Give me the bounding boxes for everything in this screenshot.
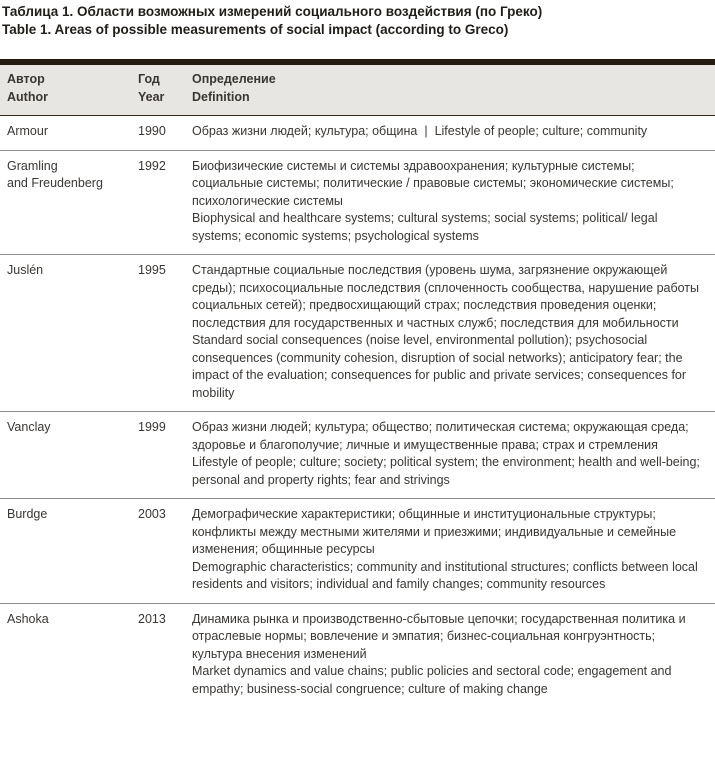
definition-ru: Образ жизни людей; культура; община: [192, 124, 418, 138]
author-cell: Juslén: [7, 263, 44, 277]
definition-en: Standard social consequences (noise level, environmental pollution); psychosocial consequences (community cohesion, disruption of social networks); anticipatory fear; the impact of the evaluation; consequences for public and private services; consequences for mobility: [192, 333, 687, 400]
table-row-gramling: [0, 150, 715, 255]
year-cell: 2003: [138, 507, 166, 521]
table-row-ashoka: [0, 603, 715, 708]
column-header-author-en: Author: [7, 89, 48, 104]
author-cell: Armour: [7, 124, 48, 138]
column-header-definition-ru: Определение: [192, 72, 276, 86]
definition-cell: [192, 123, 707, 141]
author-cell: Burdge: [7, 507, 48, 521]
author-cell: Ashoka: [7, 611, 49, 626]
table: [0, 65, 715, 707]
author-cell: [7, 158, 138, 246]
definition-ru: Динамика рынка и производственно-сбытовые цепочки; государственная политика и отраслевые нормы; вовлечение и эмпатия; бизнес-социальная конгруэнтность; культура внесения изменений: [192, 611, 686, 661]
column-header-year-en: Year: [138, 89, 165, 104]
definition-ru: Образ жизни людей; культура; общество; политическая система; окружающая среда; здоровье и благополучие; личные и имущественные права; страх и стремления: [192, 420, 689, 452]
year-cell: 1990: [138, 124, 166, 138]
column-header-definition-en: Definition: [192, 89, 250, 104]
table-body: [0, 116, 715, 707]
column-header-author-ru: Автор: [7, 72, 45, 86]
definition-cell: [192, 158, 707, 246]
definition-ru: Биофизические системы и системы здравоохранения; культурные системы; социальные системы; политические / правовые системы; экономические системы; психологические системы: [192, 158, 674, 208]
definition-en: Biophysical and healthcare systems; cultural systems; social systems; political/ legal systems; economic systems; psychological systems: [192, 211, 658, 243]
definition-cell: [192, 262, 707, 402]
column-header-author: [7, 71, 138, 106]
definition-cell: [192, 611, 707, 699]
year-cell: 1992: [138, 158, 166, 173]
definition-ru: Стандартные социальные последствия (уровень шума, загрязнение окружающей среды); психосоциальные последствия (сплоченность сообщества, нарушение работы социальных сетей); предвосхищающий страх; последствия проведения оценки; последствия для государственных и частных служб; последствия для мобильности: [192, 263, 700, 330]
table-header-row: [0, 65, 715, 116]
author-line1: Gramling: [7, 158, 58, 173]
table-row-burdge: [0, 498, 715, 603]
definition-en: Lifestyle of people; culture; community: [434, 124, 648, 138]
definition-en: Market dynamics and value chains; public policies and sectoral code; engagement and empathy; business-social congruence; culture of making change: [192, 664, 672, 696]
year-cell: 1995: [138, 263, 166, 277]
author-cell: Vanclay: [7, 420, 51, 434]
table-caption-ru: Таблица 1. Области возможных измерений социального воздействия (по Греко): [2, 4, 543, 19]
definition-ru: Демографические характеристики; общинные и институциональные структуры; конфликты между местными жителями и приезжими; индивидуальные и семейные изменения; общинные ресурсы: [192, 507, 677, 556]
author-line2: and Freudenberg: [7, 176, 103, 190]
column-header-definition: [192, 71, 707, 106]
table-caption: [0, 0, 715, 39]
year-cell: 1999: [138, 420, 166, 434]
pipe-separator: |: [424, 124, 428, 138]
definition-en: Demographic characteristics; community and institutional structures; conflicts between local residents and visitors; individual and family changes; community resources: [192, 559, 698, 591]
year-cell: 2013: [138, 611, 166, 626]
table-row-juslen: [0, 254, 715, 411]
table-row-armour: [0, 116, 715, 150]
column-header-year-ru: Год: [138, 72, 160, 86]
definition-cell: [192, 419, 707, 489]
table-caption-en: Table 1. Areas of possible measurements of social impact (according to Greco): [2, 22, 509, 37]
table-row-vanclay: [0, 411, 715, 498]
column-header-year: [138, 71, 192, 106]
definition-en: Lifestyle of people; culture; society; political system; the environment; health and well-being; personal and property rights; fear and strivings: [192, 455, 700, 487]
definition-cell: [192, 506, 707, 594]
